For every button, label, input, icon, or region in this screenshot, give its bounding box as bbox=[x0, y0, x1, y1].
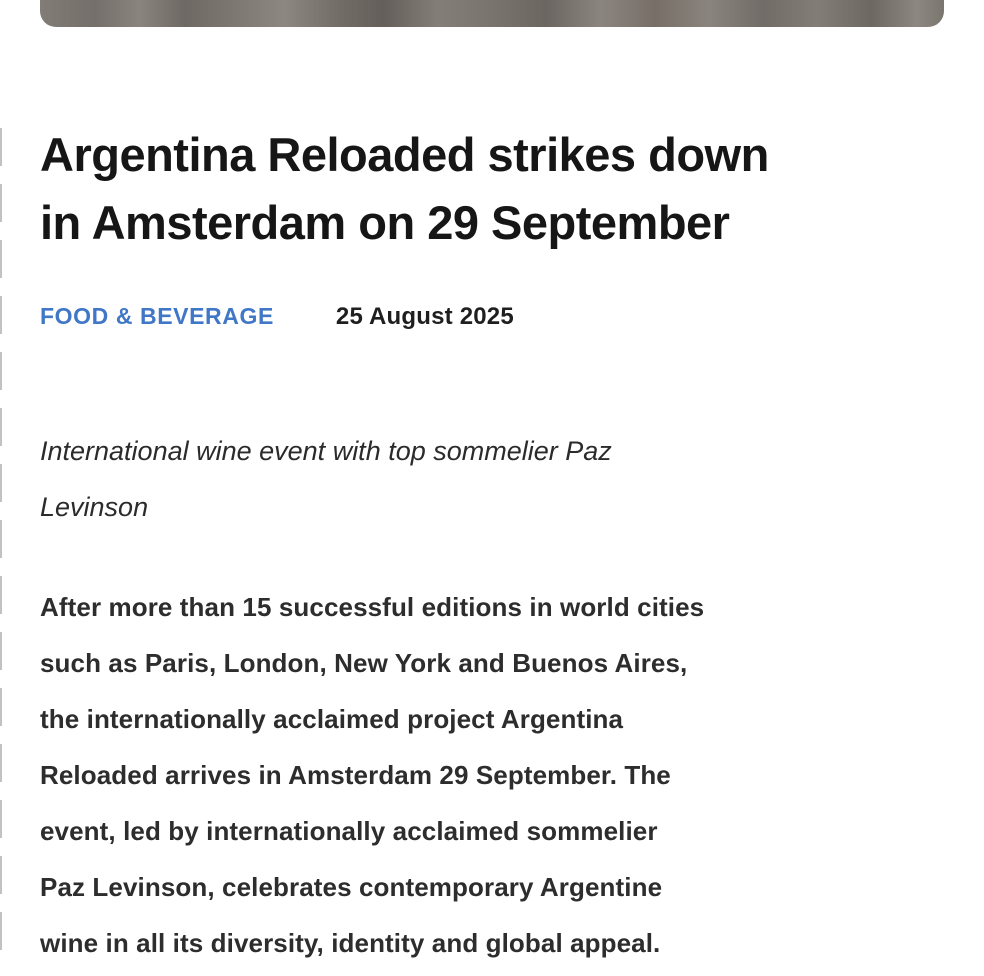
article-intro bbox=[40, 423, 944, 535]
article-body-line-1: After more than 15 successful editions in world cities bbox=[40, 592, 705, 622]
article-title bbox=[40, 121, 944, 257]
article-body-line-7: wine in all its diversity, identity and global appeal. bbox=[40, 928, 661, 958]
hero-image bbox=[40, 0, 944, 27]
category-link[interactable]: FOOD & BEVERAGE bbox=[40, 303, 274, 329]
article-title-line-2: in Amsterdam on 29 September bbox=[40, 196, 730, 249]
article-body-line-4: Reloaded arrives in Amsterdam 29 September. The bbox=[40, 760, 671, 790]
article-body-line-5: event, led by internationally acclaimed sommelier bbox=[40, 816, 658, 846]
article-content bbox=[0, 121, 984, 971]
article-body bbox=[40, 579, 944, 971]
publish-date: 25 August 2025 bbox=[335, 303, 514, 330]
article-body-line-2: such as Paris, London, New York and Buenos Aires, bbox=[40, 648, 688, 678]
article-intro-line-1: International wine event with top sommelier Paz bbox=[40, 436, 612, 466]
article-title-line-1: Argentina Reloaded strikes down bbox=[40, 128, 769, 181]
article-body-line-3: the internationally acclaimed project Argentina bbox=[40, 704, 624, 734]
article-meta bbox=[40, 303, 944, 330]
article-body-line-6: Paz Levinson, celebrates contemporary Argentine bbox=[40, 872, 663, 902]
article-intro-line-2: Levinson bbox=[40, 492, 149, 522]
